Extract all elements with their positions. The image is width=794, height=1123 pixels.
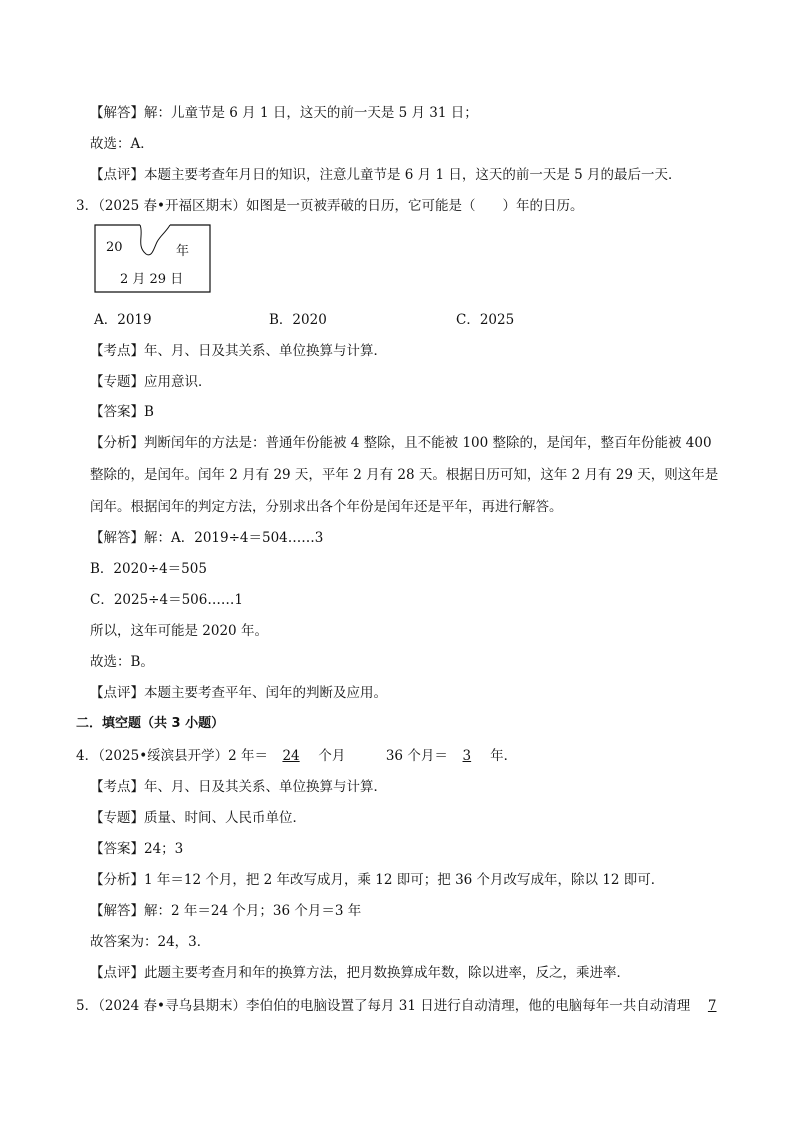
question-5-stem	[76, 996, 717, 1016]
section-heading-fill-in: 二．填空题（共 3 小题）	[76, 716, 225, 731]
q3-zhuanti: 【专题】应用意识．	[90, 374, 212, 390]
line-jieda-q2: 【解答】解：儿童节是 6 月 1 日，这天的前一天是 5 月 31 日；	[90, 105, 478, 121]
q3-fenxi-1: 【分析】判断闰年的方法是：普通年份能被 4 整除，且不能被 100 整除的，是闰年，整百年份能被 400	[90, 435, 712, 451]
q3-jieda-4: 所以，这年可能是 2020 年。	[90, 623, 268, 639]
q3-jieda-2: B．2020÷4＝505	[90, 561, 207, 577]
calendar-year-left: 20	[106, 240, 123, 255]
q4-guda: 故答案为：24，3．	[90, 934, 211, 950]
q3-dianping: 【点评】本题主要考查平年、闰年的判断及应用。	[90, 685, 387, 701]
q4-dianping: 【点评】此题主要考查月和年的换算方法，把月数换算成年数，除以进率，反之，乘进率．	[90, 965, 630, 981]
q4-stem-a: 4．（2025•绥滨县开学）2 年＝	[76, 748, 269, 764]
q5-answer-blank: 7	[707, 998, 717, 1014]
torn-calendar-figure	[94, 224, 211, 293]
q3-fenxi-3: 闰年。根据闰年的判定方法，分别求出各个年份是闰年还是平年，再进行解答。	[90, 499, 563, 515]
q4-stem-b: 个月 36 个月＝	[318, 748, 448, 764]
question-3-stem: 3．（2025 春•开福区期末）如图是一页被弄破的日历，它可能是（ ）年的日历。	[76, 198, 584, 214]
q4-answer-blank-2: 3	[462, 748, 472, 764]
option-c: C．2025	[456, 312, 515, 328]
q3-jieda-5: 故选：B。	[90, 654, 154, 670]
q4-daan: 【答案】24；3	[90, 841, 184, 857]
q3-kaodian: 【考点】年、月、日及其关系、单位换算与计算．	[90, 343, 387, 359]
line-dianping-q2: 【点评】本题主要考查年月日的知识，注意儿童节是 6 月 1 日，这天的前一天是 5 月的最后一天．	[90, 167, 682, 183]
calendar-date: 2 月 29 日	[120, 272, 184, 287]
option-a: A．2019	[94, 312, 152, 328]
q3-fenxi-2: 整除的，是闰年。闰年 2 月有 29 天，平年 2 月有 28 天。根据日历可知，这年 2 月有 29 天，则这年是	[90, 467, 719, 483]
calendar-year-right: 年	[176, 244, 190, 259]
q4-answer-blank-1: 24	[282, 748, 300, 764]
option-b: B．2020	[269, 312, 327, 328]
q4-kaodian: 【考点】年、月、日及其关系、单位换算与计算．	[90, 779, 387, 795]
q4-fenxi: 【分析】1 年＝12 个月，把 2 年改写成月，乘 12 即可；把 36 个月改写成年，除以 12 即可．	[90, 872, 665, 888]
question-4-stem	[76, 746, 517, 766]
q3-daan: 【答案】B	[90, 404, 154, 420]
q4-stem-c: 年．	[490, 748, 518, 764]
line-guxuan-q2: 故选：A．	[90, 136, 154, 152]
q5-stem-text: 5．（2024 春•寻乌县期末）李伯伯的电脑设置了每月 31 日进行自动清理，他的电脑每年一共自动清理	[76, 998, 691, 1014]
q3-jieda-3: C．2025÷4＝506……1	[90, 592, 243, 608]
q4-zhuanti: 【专题】质量、时间、人民币单位．	[90, 810, 306, 826]
q4-jieda: 【解答】解：2 年＝24 个月；36 个月＝3 年	[90, 903, 362, 919]
q3-jieda-1: 【解答】解：A．2019÷4＝504……3	[90, 530, 324, 546]
